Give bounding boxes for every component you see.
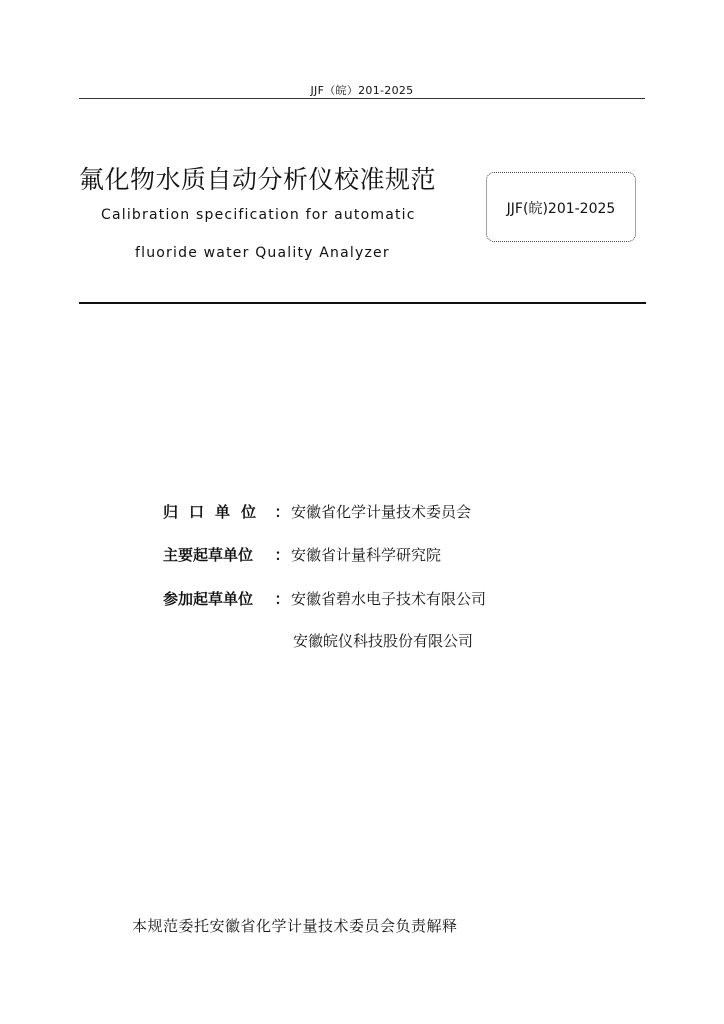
info-colon: ： [274, 546, 290, 564]
info-row-participating-drafting-unit-2 [293, 630, 473, 651]
info-label: 归口单位 [163, 503, 268, 521]
running-header-code: JJF（皖）201-2025 [310, 84, 414, 97]
info-row-responsible-unit [163, 501, 471, 522]
title-rule [79, 302, 646, 304]
info-colon: ： [274, 503, 290, 521]
info-label: 主要起草单位 [163, 546, 254, 564]
info-row-participating-drafting-unit [163, 588, 486, 609]
info-value: 安徽省计量科学研究院 [291, 546, 442, 564]
title-english-line2: fluoride water Quality Analyzer [135, 245, 390, 261]
header-rule [79, 98, 645, 99]
info-value: 安徽省碧水电子技术有限公司 [291, 590, 487, 608]
info-value: 安徽省化学计量技术委员会 [291, 503, 472, 521]
specification-code: JJF(皖)201-2025 [506, 201, 616, 217]
title-english-line1: Calibration specification for automatic [101, 207, 416, 223]
info-row-main-drafting-unit [163, 544, 441, 565]
title-chinese: 氟化物水质自动分析仪校准规范 [79, 165, 437, 194]
interpretation-note: 本规范委托安徽省化学计量技术委员会负责解释 [132, 917, 458, 935]
info-colon: ： [274, 590, 290, 608]
info-label: 参加起草单位 [163, 590, 254, 608]
info-value: 安徽皖仪科技股份有限公司 [293, 632, 474, 650]
specification-code-box [486, 172, 636, 242]
